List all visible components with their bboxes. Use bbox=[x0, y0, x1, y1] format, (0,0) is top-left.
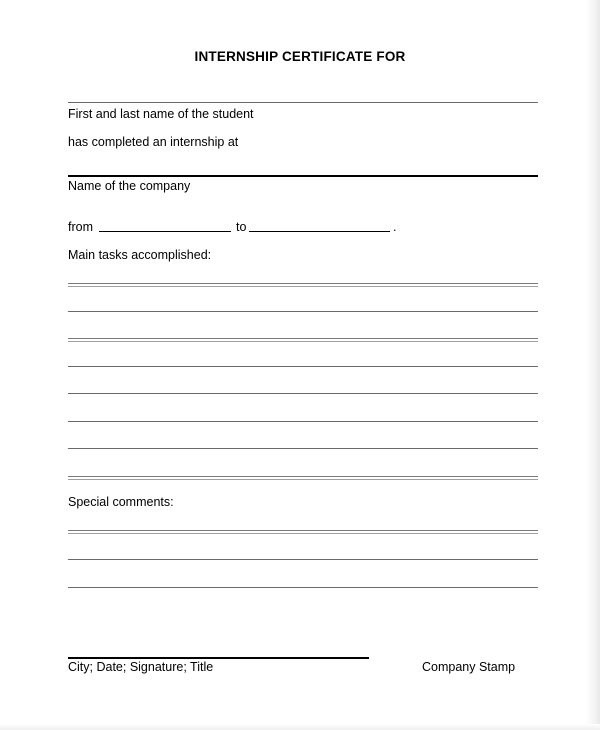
tasks-line[interactable] bbox=[68, 421, 538, 422]
tasks-line[interactable] bbox=[68, 366, 538, 367]
student-name-line[interactable] bbox=[68, 102, 538, 103]
from-date-blank[interactable] bbox=[99, 231, 231, 232]
tasks-line[interactable] bbox=[68, 283, 538, 287]
from-label: from bbox=[68, 220, 93, 234]
page-bottom-shadow bbox=[0, 724, 600, 730]
tasks-line[interactable] bbox=[68, 448, 538, 449]
tasks-line[interactable] bbox=[68, 338, 538, 342]
comments-line[interactable] bbox=[68, 559, 538, 560]
tasks-line[interactable] bbox=[68, 393, 538, 394]
page-edge-shadow bbox=[586, 0, 600, 730]
tasks-line[interactable] bbox=[68, 311, 538, 312]
student-name-label: First and last name of the student bbox=[68, 107, 254, 121]
tasks-line[interactable] bbox=[68, 476, 538, 480]
tasks-label: Main tasks accomplished: bbox=[68, 248, 212, 262]
comments-line[interactable] bbox=[68, 587, 538, 588]
period-end-mark: . bbox=[393, 220, 397, 234]
signature-label: City; Date; Signature; Title bbox=[68, 660, 214, 674]
to-date-blank[interactable] bbox=[249, 231, 390, 232]
signature-line[interactable] bbox=[68, 657, 369, 659]
to-label: to bbox=[236, 220, 247, 234]
page-title: INTERNSHIP CERTIFICATE FOR bbox=[194, 49, 406, 64]
completed-internship-label: has completed an internship at bbox=[68, 135, 239, 149]
company-stamp-label: Company Stamp bbox=[422, 660, 516, 674]
comments-label: Special comments: bbox=[68, 495, 174, 509]
company-name-label: Name of the company bbox=[68, 179, 191, 193]
comments-line[interactable] bbox=[68, 530, 538, 534]
company-name-line[interactable] bbox=[68, 175, 538, 177]
